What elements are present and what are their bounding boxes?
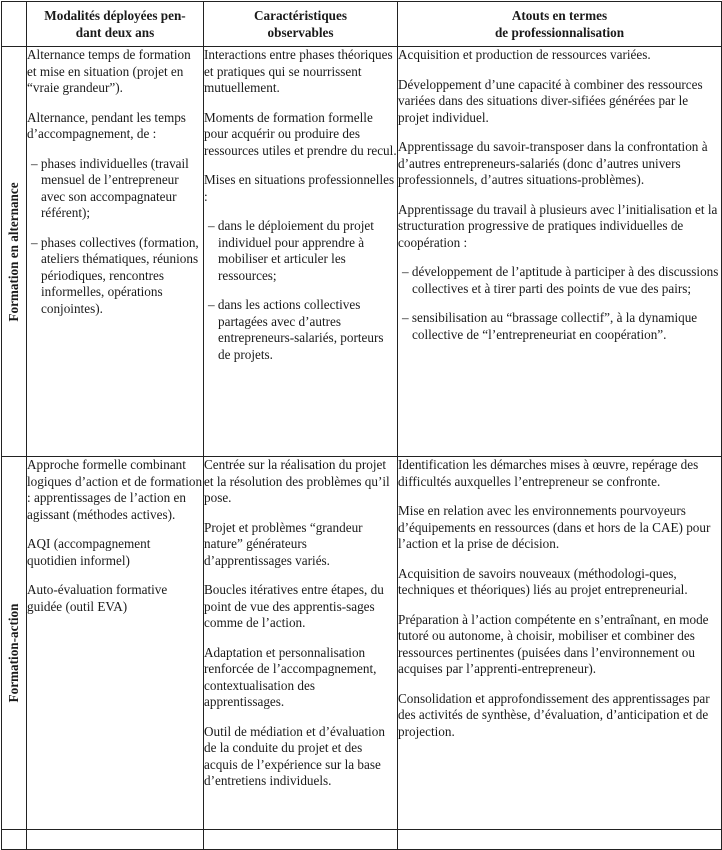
bullet-item: – phases collectives (formation, ateliers thématiques, réunions périodiques, rencontres informelles, opérations conjointes). [31, 234, 199, 316]
cell-col3 [398, 457, 722, 850]
paragraph: Mises en situations professionnelles : [204, 172, 395, 204]
paragraph: Adaptation et personnalisation renforcée de l’accompagnement, contextualisation des apprentissages. [204, 644, 377, 709]
row-label-cell [2, 457, 27, 850]
corner-cell [2, 2, 27, 47]
paragraph: Mise en relation avec les environnements pourvoyeurs d’équipements en ressources (dans et hors de la CAE) pour l’action et la prise de décision. [398, 503, 711, 551]
cell-col3 [398, 47, 722, 457]
table-row [2, 457, 722, 850]
paragraph: Projet et problèmes “grandeur nature” générateurs d’apprentissages variés. [204, 519, 363, 568]
bottom-rule [1, 829, 721, 830]
paragraph: Alternance, pendant les temps d’accompagnement, de : [27, 109, 186, 141]
paragraph: Auto-évaluation formative guidée (outil EVA) [27, 582, 168, 614]
paragraph: Approche formelle combinant logiques d’action et de formation : apprentissages de l’action en agissant (méthodes actives). [27, 457, 203, 522]
paragraph: Centrée sur la réalisation du projet et la résolution des problèmes qu’il pose. [204, 457, 390, 505]
bullet-item: – développement de l’aptitude à participer à des discussions collectives et à tirer parti des points de vue des pairs; [402, 264, 719, 296]
paragraph: Développement d’une capacité à combiner des ressources variées dans des situations diver-sifiées générées par le projet individuel. [398, 76, 703, 125]
cell-col1 [27, 457, 204, 850]
paragraph: Acquisition de savoirs nouveaux (méthodologi-ques, techniques et théoriques) liés au projet entrepreneurial. [398, 565, 688, 597]
header-modalites: Modalités déployées pen- dant deux ans [27, 2, 204, 47]
bullet-item: – dans les actions collectives partagées avec d’autres entrepreneurs-salariés, porteurs de projets. [208, 297, 384, 362]
paragraph: Consolidation et approfondissement des apprentissages par des activités de synthèse, d’évaluation, d’anticipation et de projection. [398, 690, 710, 739]
header-row [2, 2, 722, 47]
comparison-table [1, 1, 722, 850]
paragraph: Apprentissage du travail à plusieurs avec l’initialisation et la structuration progressive de pratiques individuelles de coopération : [398, 201, 718, 250]
bullet-item: – phases individuelles (travail mensuel de l’entrepreneur avec son accompagnateur référent); [31, 155, 189, 220]
table-row [2, 47, 722, 457]
paragraph: Outil de médiation et d’évaluation de la conduite du projet et des acquis de l’expérience sur la base d’entretiens individuels. [204, 723, 385, 788]
paragraph: Préparation à l’action compétente en s’entraînant, en mode tutoré ou autonome, à choisir, mobiliser et combiner des ressources pertinentes (puisées dans l’environnement ou acquises par l’apprenti-entrepreneur). [398, 611, 709, 676]
cell-col2 [204, 47, 398, 457]
header-caracteristiques: Caractéristiques observables [204, 2, 398, 47]
cell-col2 [204, 457, 398, 850]
row-label: Formation-action [5, 603, 21, 703]
paragraph: Interactions entre phases théoriques et pratiques qui se nourrissent mutuellement. [204, 47, 393, 95]
paragraph: Boucles itératives entre étapes, du point de vue des apprentis-sages comme de l’action. [204, 582, 384, 630]
paragraph: Alternance temps de formation et mise en situation (projet en “vraie grandeur”). [27, 47, 191, 95]
paragraph: Moments de formation formelle pour acquérir ou produire des ressources utiles et prendre du recul. [204, 109, 397, 158]
paragraph: Identification les démarches mises à œuvre, repérage des difficultés auxquelles l’entrepreneur se confronte. [398, 457, 699, 489]
paragraph: Apprentissage du savoir-transposer dans la confrontation à d’autres entrepreneurs-salariés (donc d’autres univers professionnels, d’autres situations-problèmes). [398, 139, 708, 187]
cell-col1 [27, 47, 204, 457]
row-label-cell [2, 47, 27, 457]
bullet-item: – sensibilisation au “brassage collectif”, à la dynamique collective de “l’entrepreneuriat en coopération”. [402, 310, 698, 342]
paragraph: Acquisition et production de ressources variées. [398, 47, 651, 62]
paragraph: AQI (accompagnement quotidien informel) [27, 536, 151, 568]
row-label: Formation en alternance [5, 181, 21, 322]
bullet-item: – dans le déploiement du projet individuel pour apprendre à mobiliser et articuler les ressources; [208, 218, 374, 283]
header-atouts: Atouts en termes de professionnalisation [398, 2, 722, 47]
